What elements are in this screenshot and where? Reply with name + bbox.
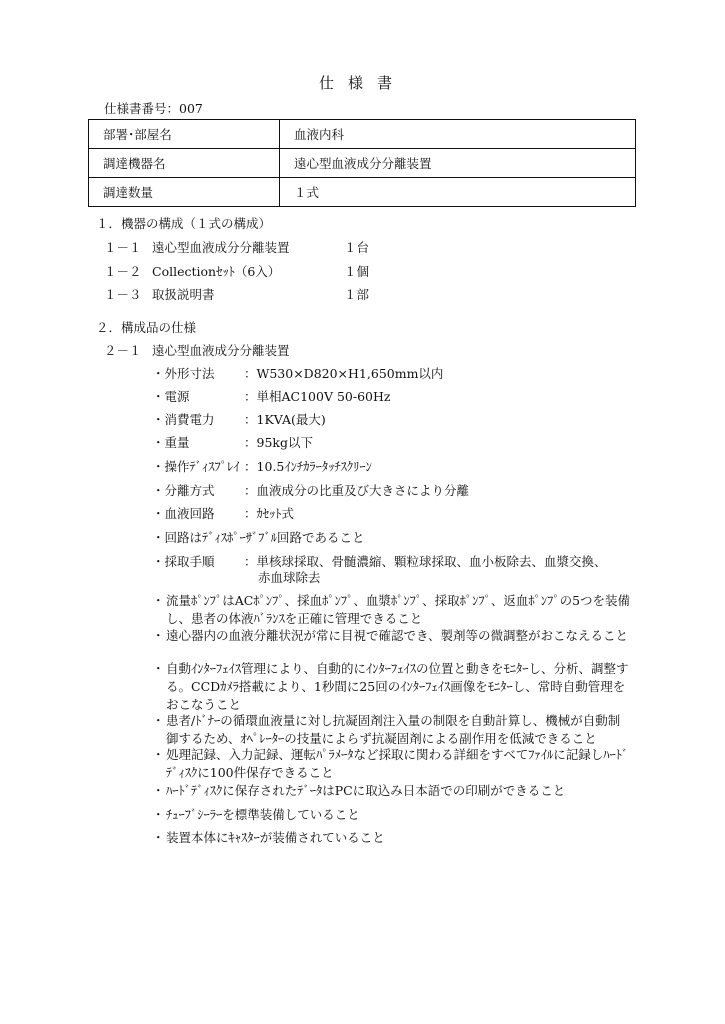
spec-value-continued: 赤血球除去 <box>258 570 321 585</box>
item-number: １－１ <box>104 240 142 255</box>
requirement-text: 自動ｲﾝﾀｰﾌｪｲｽ管理により、自動的にｲﾝﾀｰﾌｪｲｽの位置と動きをﾓﾆﾀｰし、分析、調整する。CCDｶﾒﾗ搭載により、1秒間に25回のｲﾝﾀｰﾌｪｲｽ画像をﾓﾆﾀｰし、常時自動管理をおこなうこと <box>166 661 629 712</box>
spec-key: ・血液回路 <box>152 506 215 521</box>
spec-value: ：血液成分の比重及び大きさにより分離 <box>244 483 470 498</box>
quantity-value: １式 <box>280 178 636 207</box>
requirement-text: 患者/ﾄﾞﾅｰの循環血液量に対し抗凝固剤注入量の制限を自動計算し、機械が自動制御するため、ｵﾍﾟﾚｰﾀｰの技量によらず抗凝固剤による副作用を低減できること <box>166 713 621 746</box>
item-name: Collectionｾｯﾄ（6入） <box>152 264 281 279</box>
disposable-circuit-requirement: ・回路はﾃﾞｨｽﾎﾟｰｻﾞﾌﾞﾙ回路であること <box>152 530 365 545</box>
spec-key: ・重量 <box>152 435 190 450</box>
table-row <box>89 178 636 207</box>
spec-value: ：単相AC100V 50-60Hz <box>244 389 391 404</box>
list-item <box>152 829 632 847</box>
item-number: １－３ <box>104 287 142 302</box>
spec-key: ・採取手順 <box>152 554 215 569</box>
subsection-number: ２－１ <box>104 343 142 358</box>
equipment-label: 調達機器名 <box>89 149 280 178</box>
item-name: 遠心型血液成分分離装置 <box>152 240 290 255</box>
spec-value: ：ｶｾｯﾄ式 <box>244 506 295 521</box>
bullet: ・ <box>152 747 165 762</box>
spec-key: ・操作ﾃﾞｨｽﾌﾟﾚｲ <box>152 459 240 474</box>
item-qty: １個 <box>344 264 370 279</box>
list-item <box>152 782 632 800</box>
item-name: 取扱説明書 <box>152 287 215 302</box>
spec-row <box>152 504 294 522</box>
department-value: 血液内科 <box>280 120 636 149</box>
spec-row <box>152 457 372 475</box>
list-item <box>152 592 632 628</box>
bullet: ・ <box>152 628 165 643</box>
subsection-name: 遠心型血液成分分離装置 <box>152 343 290 358</box>
list-item <box>152 746 632 782</box>
spec-value: ：10.5ｲﾝﾁｶﾗｰﾀｯﾁｽｸﾘｰﾝ <box>244 459 372 474</box>
item-qty: １台 <box>344 240 370 255</box>
spec-value: ：単核球採取、骨髄濃縮、顆粒球採取、血小板除去、血漿交換、 <box>244 554 607 569</box>
spec-row <box>152 387 390 405</box>
requirement-text: ﾁｭｰﾌﾞｼｰﾗｰを標準装備していること <box>166 807 360 822</box>
spec-row <box>152 364 443 382</box>
list-item <box>104 285 369 303</box>
spec-row <box>152 433 313 451</box>
requirement-text: 流量ﾎﾟﾝﾌﾟはACﾎﾟﾝﾌﾟ、採血ﾎﾟﾝﾌﾟ、血漿ﾎﾟﾝﾌﾟ、採取ﾎﾟﾝﾌﾟ、返血ﾎﾟﾝﾌﾟの5つを装備し、患者の体液ﾊﾞﾗﾝｽを正確に管理できること <box>166 593 631 626</box>
department-label: 部署･部屋名 <box>89 120 280 149</box>
list-item <box>152 627 632 645</box>
spec-key: ・分離方式 <box>152 483 215 498</box>
bullet: ・ <box>152 593 165 608</box>
document-title: 仕様書 <box>318 74 406 92</box>
table-row <box>89 120 636 149</box>
spec-row <box>152 552 607 570</box>
spec-value: ：W530×D820×H1,650mm以内 <box>244 366 444 381</box>
spec-key: ・電源 <box>152 389 190 404</box>
list-item <box>152 712 632 748</box>
spec-value: ：95kg以下 <box>244 435 313 450</box>
spec-number: 仕様書番号：007 <box>104 101 203 116</box>
item-qty: １部 <box>344 287 370 302</box>
bullet: ・ <box>152 807 165 822</box>
bullet: ・ <box>152 830 165 845</box>
bullet: ・ <box>152 783 165 798</box>
requirement-text: ﾊｰﾄﾞﾃﾞｨｽｸに保存されたﾃﾞｰﾀはPCに取込み日本語での印刷ができること <box>166 783 566 798</box>
requirement-text: 遠心器内の血液分離状況が常に目視で確認でき、製剤等の微調整がおこなえること <box>166 628 629 643</box>
section2-heading: ２．構成品の仕様 <box>96 320 197 335</box>
subsection-heading <box>104 341 290 359</box>
table-row <box>89 149 636 178</box>
bullet: ・ <box>152 713 165 728</box>
requirement-text: 装置本体にｷｬｽﾀｰが装備されていること <box>166 830 385 845</box>
list-item <box>152 660 632 714</box>
bullet: ・ <box>152 661 165 676</box>
spec-value: ：1KVA(最大) <box>244 412 326 427</box>
section1-heading: １．機器の構成（１式の構成） <box>96 216 272 231</box>
item-number: １－２ <box>104 264 142 279</box>
list-item <box>104 262 369 280</box>
list-item <box>152 806 632 824</box>
spec-key: ・消費電力 <box>152 412 215 427</box>
spec-row <box>152 410 326 428</box>
requirement-text: 処理記録、入力記録、運転ﾊﾟﾗﾒｰﾀなど採取に関わる詳細をすべてﾌｧｲﾙに記録しﾊｰﾄﾞﾃﾞｨｽｸに100件保存できること <box>166 747 629 780</box>
list-item <box>104 238 369 256</box>
equipment-value: 遠心型血液成分分離装置 <box>280 149 636 178</box>
info-table <box>88 119 636 207</box>
quantity-label: 調達数量 <box>89 178 280 207</box>
spec-key: ・外形寸法 <box>152 366 215 381</box>
spec-row <box>152 481 469 499</box>
